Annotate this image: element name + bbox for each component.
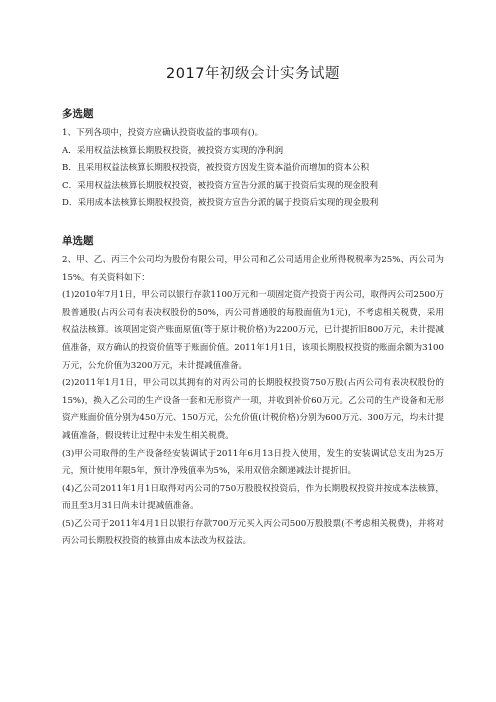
material-item-1: (1)2010年7月1日，甲公司以银行存款1100万元和一项固定资产投资于丙公司，取得丙公司2500万股普通股(占丙公司有表决权股份的50%，丙公司普通股的每股面值为1元)，不考虑相关税费，采用权益法核算。该项固定资产账面原值(等于原计税价格)为2200万元，已计提折旧800万元，未计提减值准备，双方确认的投资价值等于账面价值。2011年1月1日，该项长期股权投资的账面余额为3100万元，公允价值为3200万元，未计提减值准备。 [62, 290, 444, 371]
section-heading-single: 单选题 [62, 234, 94, 247]
option-c: C．采用权益法核算长期股权投资，被投资方宣告分派的属于投资后实现的现金股利 [62, 180, 378, 191]
section-spacer [62, 213, 444, 234]
material-item-2: (2)2011年1月1日，甲公司以其拥有的对丙公司的长期股权投资750万股(占丙公司有表决权股份的 15%)，换入乙公司的生产设备一套和无形资产一项，并收到补价60万元。乙公司的生产设备和无形资产账面价值分别为450万元、150万元，公允价值(计税价格)分别为600万元、300万元，均未计提减值准备，假设转让过程中未发生相关税费。 [62, 378, 444, 441]
option-d: D．采用成本法核算长期股权投资，被投资方宣告分派的属于投资后实现的现金股利 [62, 198, 379, 209]
document-title: 2017年初级会计实务试题 [166, 66, 340, 82]
option-a: A．采用权益法核算长期股权投资，被投资方实现的净利润 [62, 145, 284, 156]
multiple-choice-section [62, 107, 444, 213]
section-heading-multi: 多选题 [62, 108, 94, 120]
material-item-5: (5)乙公司于2011年4月1日以银行存款700万元买入丙公司500万股股票(不考虑相关税费)，并将对丙公司长期股权投资的核算由成本法改为权益法。 [62, 518, 444, 547]
question-1: 1、下列各项中，投资方应确认投资收益的事项有()。 [62, 128, 264, 138]
question-2-intro: 2、甲、乙、丙三个公司均为股份有限公司，甲公司和乙公司适用企业所得税税率为25%、丙公司为15%。有关资料如下： [62, 254, 444, 283]
material-item-4: (4)乙公司2011年1月1日取得对丙公司的750万股股权投资后，作为长期股权投资并按成本法核算，而且至3月31日尚未计提减值准备。 [62, 483, 444, 512]
single-choice-section [62, 234, 444, 551]
option-b: B．且采用权益法核算长期股权投资，被投资方因发生资本溢价而增加的资本公积 [62, 163, 370, 174]
material-item-3: (3)甲公司取得的生产设备经安装调试于2011年6月13日投入使用，发生的安装调试总支出为25万元，预计使用年限5年，预计净残值率为5%，采用双倍余额递减法计提折旧。 [62, 448, 444, 477]
